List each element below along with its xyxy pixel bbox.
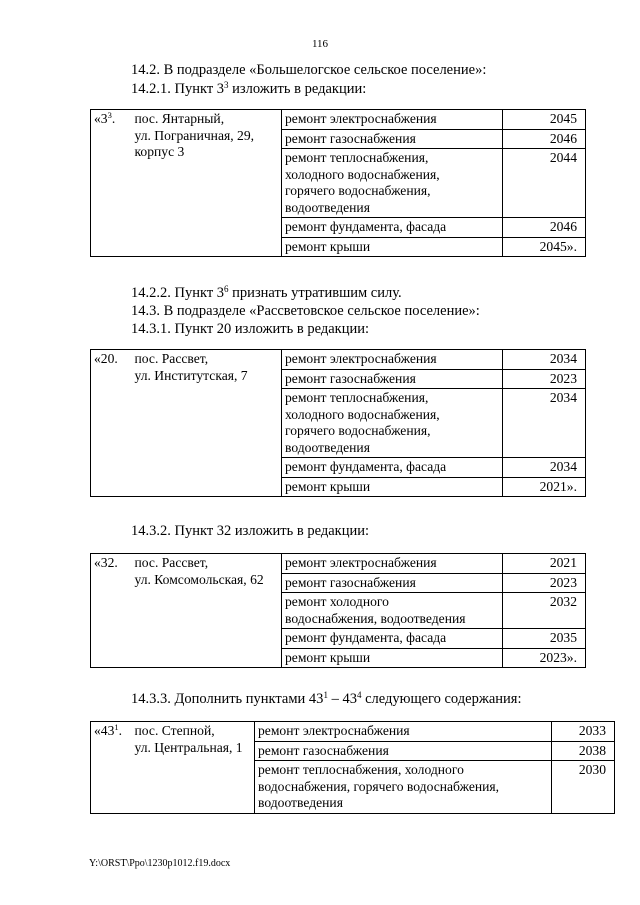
year-cell: 2034: [503, 350, 586, 370]
paragraph-14-2-1: 14.2.1. Пункт $3^3$ изложить в редакции:: [131, 80, 367, 97]
address-cell: пос. Рассвет, ул. Институтская, 7: [132, 350, 282, 497]
year-cell: 2032: [503, 593, 586, 629]
work-type-cell: ремонт крыши: [282, 237, 503, 257]
table-row: [91, 722, 615, 742]
address-cell: пос. Янтарный, ул. Пограничная, 29, корпус 3: [132, 110, 282, 257]
table-row: [91, 350, 586, 370]
year-cell: 2045».: [503, 237, 586, 257]
year-cell: 2023: [503, 369, 586, 389]
work-type-cell: ремонт газоснабжения: [282, 369, 503, 389]
item-number: «32.: [91, 554, 132, 668]
work-type-cell: ремонт теплоснабжения, холодного водоснабжения, горячего водоснабжения, водоотведения: [255, 761, 552, 814]
work-type-cell: ремонт электроснабжения: [282, 350, 503, 370]
item-number: «20.: [91, 350, 132, 497]
year-cell: 2021».: [503, 477, 586, 497]
year-cell: 2033: [552, 722, 615, 742]
address-cell: пос. Степной, ул. Центральная, 1: [132, 722, 255, 814]
year-cell: 2035: [503, 629, 586, 649]
footer-file-path: Y:\ORST\Ppo\1230p1012.f19.docx: [89, 858, 231, 869]
year-cell: 2034: [503, 458, 586, 478]
paragraph-14-2-2: 14.2.2. Пункт $3^6$ признать утратившим силу.: [131, 284, 402, 301]
year-cell: 2023».: [503, 648, 586, 668]
paragraph-14-3: 14.3. В подразделе «Рассветовское сельское поселение»:: [131, 303, 480, 319]
work-type-cell: ремонт крыши: [282, 648, 503, 668]
table-item-43-1: [90, 721, 615, 814]
work-type-cell: ремонт газоснабжения: [255, 741, 552, 761]
work-type-cell: ремонт газоснабжения: [282, 129, 503, 149]
work-type-cell: ремонт теплоснабжения, холодного водоснабжения, горячего водоснабжения, водоотведения: [282, 389, 503, 458]
work-type-cell: ремонт фундамента, фасада: [282, 458, 503, 478]
work-type-cell: ремонт электроснабжения: [282, 554, 503, 574]
paragraph-14-3-1: 14.3.1. Пункт 20 изложить в редакции:: [131, 321, 370, 337]
year-cell: 2044: [503, 149, 586, 218]
item-number: «$3^3$.: [91, 110, 132, 257]
work-type-cell: ремонт фундамента, фасада: [282, 629, 503, 649]
year-cell: 2023: [503, 573, 586, 593]
paragraph-14-3-3: 14.3.3. Дополнить пунктами $43^1 - 43^4$ следующего содержания:: [131, 690, 522, 707]
table-row: [91, 110, 586, 130]
year-cell: 2046: [503, 218, 586, 238]
paragraph-14-2: 14.2. В подразделе «Большелогское сельское поселение»:: [131, 62, 487, 78]
year-cell: 2021: [503, 554, 586, 574]
address-cell: пос. Рассвет, ул. Комсомольская, 62: [132, 554, 282, 668]
work-type-cell: ремонт фундамента, фасада: [282, 218, 503, 238]
work-type-cell: ремонт холодного водоснабжения, водоотведения: [282, 593, 503, 629]
work-type-cell: ремонт электроснабжения: [255, 722, 552, 742]
work-type-cell: ремонт теплоснабжения, холодного водоснабжения, горячего водоснабжения, водоотведения: [282, 149, 503, 218]
table-item-32: [90, 553, 586, 668]
year-cell: 2045: [503, 110, 586, 130]
work-type-cell: ремонт газоснабжения: [282, 573, 503, 593]
table-item-20: [90, 349, 586, 497]
work-type-cell: ремонт электроснабжения: [282, 110, 503, 130]
year-cell: 2030: [552, 761, 615, 814]
page-number: 116: [311, 38, 329, 50]
table-row: [91, 554, 586, 574]
work-type-cell: ремонт крыши: [282, 477, 503, 497]
item-number: «$43^1$.: [91, 722, 132, 814]
table-item-3-3: [90, 109, 586, 257]
year-cell: 2038: [552, 741, 615, 761]
paragraph-14-3-2: 14.3.2. Пункт 32 изложить в редакции:: [131, 523, 370, 539]
year-cell: 2034: [503, 389, 586, 458]
year-cell: 2046: [503, 129, 586, 149]
